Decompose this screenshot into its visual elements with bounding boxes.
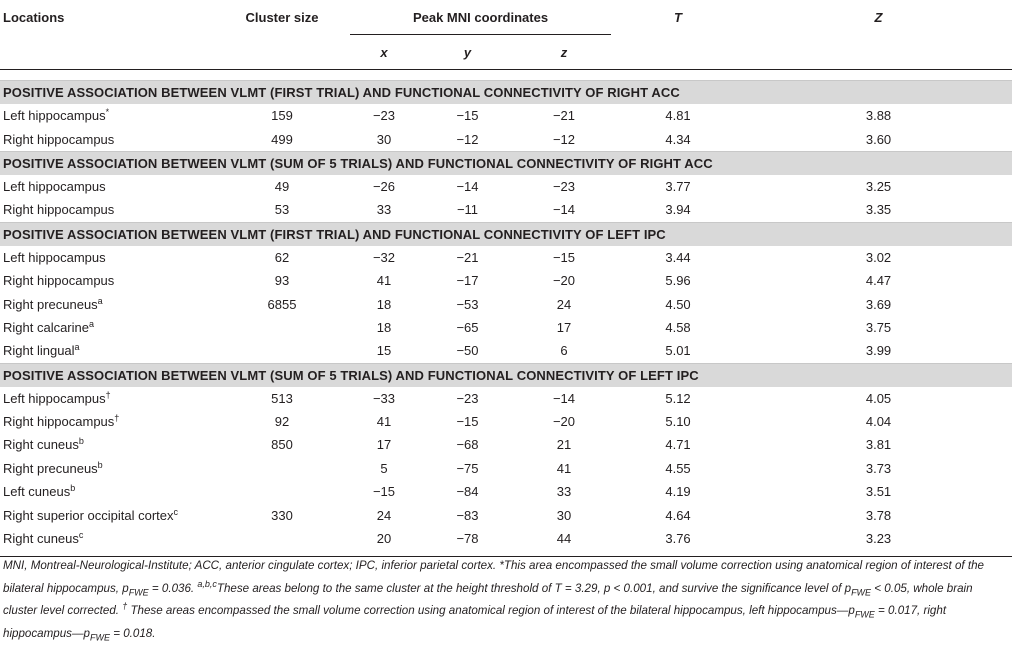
table-footnote [3,555,1009,645]
footnote-mark: * [105,107,110,118]
cell-cluster-size [214,527,350,550]
table-row [0,387,1012,410]
cell-cluster-size: 159 [271,108,293,124]
header-locations: Locations [3,9,65,25]
cell-cluster-size: 93 [274,273,290,289]
cell-location [0,316,214,339]
cell-t: 5.96 [665,273,691,289]
cell-x: 24 [376,507,392,523]
cell-y: −84 [456,484,479,500]
cell-cluster-size: 330 [271,507,293,523]
section-title: POSITIVE ASSOCIATION BETWEEN VLMT (FIRST TRIAL) AND FUNCTIONAL CONNECTIVITY OF LEFT IPC [0,222,1012,246]
header-cluster-size: Cluster size [245,9,319,25]
cell-z: −15 [552,249,576,265]
cell-x: −15 [372,484,396,500]
cell-y: −68 [456,437,479,453]
cell-z-score: 3.73 [865,460,892,476]
footnote-mark: b [97,459,103,470]
cell-z-score: 3.02 [865,249,892,265]
cell-z-score: 3.60 [865,131,892,147]
cell-t: 5.12 [665,390,691,406]
cell-y: −65 [456,319,479,335]
location-label: Right calcarine [3,319,89,335]
footnote-mark: a [74,342,80,353]
cell-t: 5.01 [665,343,691,359]
footnote-dagger: † [122,601,128,611]
footnote-text-2: These areas belong to the same cluster at the height threshold of T = 3.29, p < 0.001, and survive the significance level of p [216,581,852,595]
cell-t: 4.50 [665,296,691,312]
cell-cluster-size: 513 [271,390,293,406]
cell-cluster-size [214,339,350,363]
location-label: Right precuneus [3,296,98,312]
section-title: POSITIVE ASSOCIATION BETWEEN VLMT (SUM OF 5 TRIALS) AND FUNCTIONAL CONNECTIVITY OF LEFT IPC [0,363,1012,387]
cell-z: 21 [556,437,572,453]
cell-x: −32 [372,249,396,265]
footnote-sub: FWE [128,586,149,597]
cell-t: 4.81 [665,108,691,124]
section-title: POSITIVE ASSOCIATION BETWEEN VLMT (FIRST TRIAL) AND FUNCTIONAL CONNECTIVITY OF RIGHT ACC [0,81,1012,105]
cell-y: −50 [456,343,479,359]
table-row [0,175,1012,198]
cell-z-score: 4.04 [865,414,892,430]
cell-z-score: 3.69 [865,296,892,312]
cell-z-score: 4.05 [865,390,892,406]
cell-y: −12 [456,131,479,147]
cell-location [0,457,214,480]
cell-y: −21 [456,249,479,265]
header-y: y [418,35,517,70]
footnote-mark: † [114,413,120,424]
footnote-sub: FWE [851,586,872,597]
cell-z: −14 [552,202,576,218]
table-row [0,527,1012,550]
header-peak-mni: Peak MNI coordinates [350,0,611,35]
location-label: Left hippocampus [3,390,106,406]
cell-z: 30 [556,507,572,523]
cell-z: −21 [552,108,576,124]
location-label: Right hippocampus [3,414,115,430]
cell-cluster-size [214,316,350,339]
cell-location [0,410,214,433]
location-label: Left hippocampus [3,249,106,265]
cell-location [0,246,214,269]
cell-y: −17 [456,273,479,289]
section-header-row [0,151,1012,175]
table-row [0,104,1012,127]
footnote-text-1: MNI, Montreal-Neurological-Institute; ACC, anterior cingulate cortex; IPC, inferior parietal cortex. *This area encompassed the small volume correction using anatomical region of interest of the bilateral hippocampus, p [3,559,984,595]
cell-z: −14 [552,390,576,406]
table-row [0,433,1012,456]
cell-x: −26 [372,178,396,194]
cell-z: 44 [556,531,572,547]
cell-z-score: 3.25 [865,178,892,194]
cell-z-score: 3.99 [865,343,892,359]
section-header-row [0,363,1012,387]
table-row [0,292,1012,315]
cell-z: −23 [552,178,576,194]
cell-z: 6 [560,343,568,359]
location-label: Left cuneus [3,484,71,500]
cell-z-score: 4.47 [865,273,892,289]
cell-t: 3.44 [665,249,691,265]
cell-t: 4.55 [665,460,691,476]
location-label: Right cuneus [3,531,79,547]
location-label: Right cuneus [3,437,79,453]
cell-t: 4.64 [665,507,691,523]
header-x: x [350,35,418,70]
cell-x: 18 [376,296,392,312]
cell-x: 20 [376,531,392,547]
cell-y: −14 [456,178,479,194]
cell-cluster-size: 499 [271,131,293,147]
cell-t: 4.71 [665,437,691,453]
cell-y: −23 [456,390,479,406]
cell-t: 4.58 [665,319,691,335]
cell-t: 4.34 [665,131,691,147]
header-z: Z [874,9,883,25]
footnote-text-2-end: < 0.05, whole brain cluster level corrected. [3,581,973,617]
cell-x: 15 [376,343,392,359]
cell-cluster-size: 6855 [267,296,297,312]
table-body [0,81,1012,557]
table-row [0,339,1012,363]
cell-z-score: 3.75 [865,319,892,335]
cell-z-score: 3.51 [865,484,892,500]
cell-z-score: 3.88 [865,108,892,124]
cell-location [0,480,214,503]
cell-x: −23 [372,108,396,124]
table-row [0,480,1012,503]
footnote-text-3-mid: = 0.017, right hippocampus—p [3,604,947,640]
table-row [0,410,1012,433]
cell-cluster-size [214,480,350,503]
cell-t: 3.76 [665,531,691,547]
cell-y: −75 [456,460,479,476]
table-row [0,316,1012,339]
cell-location [0,387,214,410]
cell-z-score: 3.78 [865,507,892,523]
cell-x: 30 [376,131,392,147]
footnote-mark: a [89,318,95,329]
cell-cluster-size: 92 [274,414,290,430]
cell-t: 3.77 [665,178,691,194]
cell-location [0,175,214,198]
location-label: Right hippocampus [3,273,115,289]
location-label: Right precuneus [3,460,98,476]
location-label: Left hippocampus [3,108,106,124]
cell-location [0,292,214,315]
cell-z: 41 [556,460,572,476]
section-header-row [0,81,1012,105]
cell-cluster-size [214,457,350,480]
footnote-mark: † [105,389,111,400]
footnote-text-1-end: = 0.036. [148,581,198,595]
cell-z-score: 3.81 [865,437,892,453]
location-label: Right hippocampus [3,202,115,218]
location-label: Left hippocampus [3,178,106,194]
cell-z: −20 [552,273,576,289]
cell-z: −12 [552,131,576,147]
footnote-sub: FWE [90,631,111,642]
table-row [0,127,1012,151]
footnote-sub: FWE [854,609,875,620]
cell-y: −53 [456,296,479,312]
footnote-mark: c [78,530,84,541]
cell-z-score: 3.23 [865,531,892,547]
cell-location [0,198,214,222]
cell-z: 33 [556,484,572,500]
cell-t: 4.19 [665,484,691,500]
cell-cluster-size: 53 [274,202,290,218]
cell-location [0,127,214,151]
cell-cluster-size: 49 [274,178,290,194]
cell-location [0,339,214,363]
section-title: POSITIVE ASSOCIATION BETWEEN VLMT (SUM OF 5 TRIALS) AND FUNCTIONAL CONNECTIVITY OF RIGHT ACC [0,151,1012,175]
footnote-mark: b [70,483,76,494]
table-row [0,198,1012,222]
cell-y: −15 [456,108,479,124]
location-label: Right superior occipital cortex [3,507,174,523]
table-row [0,269,1012,292]
header-t: T [674,9,682,25]
table-row [0,457,1012,480]
footnote-mark: c [173,506,179,517]
cell-x: 5 [380,460,388,476]
cell-location [0,433,214,456]
footnote-text-3: These areas encompassed the small volume correction using anatomical region of interest of the bilateral hippocampus, left hippocampus—p [127,604,855,617]
footnote-sup-abc: a,b,c [197,578,217,589]
cell-x: 41 [376,273,392,289]
footnote-mark: a [97,295,103,306]
cell-x: −33 [372,390,396,406]
cell-y: −83 [456,507,479,523]
footnote-text-3-end: = 0.018. [110,626,156,640]
table-row [0,503,1012,526]
cell-x: 41 [376,414,392,430]
cell-location [0,527,214,550]
location-label: Right hippocampus [3,131,115,147]
cell-x: 33 [376,202,392,218]
cell-z: 24 [556,296,572,312]
cell-y: −15 [456,414,479,430]
header-zcoord: z [517,35,611,70]
cell-cluster-size: 62 [274,249,290,265]
cell-location [0,104,214,127]
cell-z: 17 [556,319,572,335]
cell-location [0,269,214,292]
cell-y: −11 [456,202,479,218]
table-row [0,246,1012,269]
cell-location [0,503,214,526]
cell-cluster-size: 850 [271,437,293,453]
section-header-row [0,222,1012,246]
location-label: Right lingual [3,343,75,359]
cell-z: −20 [552,414,576,430]
footnote-mark: b [78,436,84,447]
cell-x: 18 [376,319,392,335]
cell-z-score: 3.35 [865,202,892,218]
cell-y: −78 [456,531,479,547]
cell-x: 17 [376,437,392,453]
cell-t: 5.10 [665,414,691,430]
cell-t: 3.94 [665,202,691,218]
